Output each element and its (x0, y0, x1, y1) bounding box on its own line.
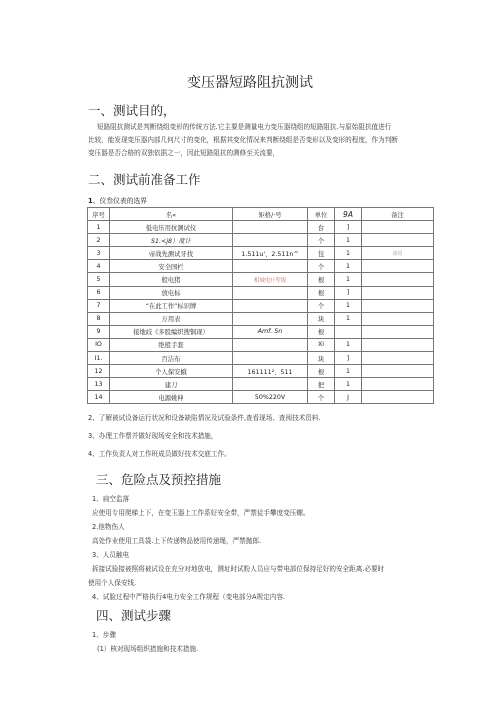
document-title: 变压器短路阻抗测试 (187, 75, 313, 91)
cell-note (362, 299, 434, 312)
section-3-line-5: 3、人员触电 (92, 551, 130, 559)
cell-unit: 根 (308, 273, 335, 286)
cell-name: 绝般手套 (110, 338, 233, 351)
cell-spec (233, 286, 308, 299)
cell-seq: 12 (88, 365, 110, 378)
section-3-line-3: 2.他物伤人 (92, 523, 125, 531)
cell-qty: ] (335, 286, 362, 299)
cell-note (362, 286, 434, 299)
section-3-line-1: 1、扁空监落 (92, 495, 130, 503)
cell-note (362, 378, 434, 391)
cell-unit: 把 (308, 378, 335, 391)
header-qty: 9A (335, 208, 362, 221)
cell-seq: 9 (88, 325, 110, 338)
cell-unit: 根 (308, 286, 335, 299)
section-3-line-8: 4、试脸过程中严格执行4电力安全工作规程（变电部分A规定内容. (92, 593, 286, 601)
cell-spec (233, 378, 308, 391)
cell-seq: 8 (88, 312, 110, 325)
cell-seq: 3 (88, 247, 110, 260)
cell-note (362, 312, 434, 325)
section-3-line-4: 高处作业使用工具袋.上下传递物品使用传递绳，严禁抛郎. (92, 537, 262, 545)
cell-unit: 台 (308, 221, 335, 234)
cell-unit: 个 (308, 234, 335, 247)
cell-name: 接地歧《多股编织搜铜现） (110, 325, 233, 338)
cell-unit: 块 (308, 352, 335, 365)
cell-seq: 2 (88, 234, 110, 247)
cell-unit: 根 (308, 325, 335, 338)
cell-qty: ] (335, 352, 362, 365)
table-row (88, 286, 434, 299)
header-unit: 单位 (308, 208, 335, 221)
cell-name: 帝战先测试牙找 (110, 247, 233, 260)
table-row (88, 325, 434, 338)
section-2-item-3: 3、办理工作票并做好现场安全和技术措施， (88, 432, 218, 440)
cell-note (362, 365, 434, 378)
cell-qty: 1 (335, 247, 362, 260)
section-3-line-2: 应使用专用爬梯上下，在变玉器上工作系好安全带，严禁徒手攀度变压螺。 (92, 509, 310, 517)
cell-unit: 包 (308, 247, 335, 260)
cell-unit: 个 (308, 391, 335, 404)
cell-unit: 个 (308, 299, 335, 312)
cell-unit: 块 (308, 312, 335, 325)
cell-seq: 4 (88, 260, 110, 273)
header-seq: 序号 (88, 208, 110, 221)
cell-note (362, 221, 434, 234)
cell-qty: 1 (335, 234, 362, 247)
cell-name: 建刀 (110, 378, 233, 391)
table-row (88, 312, 434, 325)
table-row (88, 234, 434, 247)
cell-note (362, 234, 434, 247)
cell-note (362, 325, 434, 338)
table-row (88, 260, 434, 273)
cell-unit: 根 (308, 365, 335, 378)
cell-qty: ] (335, 221, 362, 234)
cell-spec (233, 312, 308, 325)
table-row (88, 247, 434, 260)
cell-note (362, 391, 434, 404)
cell-qty: 1 (335, 312, 362, 325)
section-2-item-4: 4、工作负责人对工作班成员做好技术交底工作。 (88, 450, 231, 458)
cell-seq: 13 (88, 378, 110, 391)
cell-spec (233, 338, 308, 351)
cell-qty: 1 (335, 273, 362, 286)
cell-name: 安全国栏 (110, 260, 233, 273)
cell-name: 个人保安蛾 (110, 365, 233, 378)
table-row (88, 221, 434, 234)
cell-seq: IO (88, 338, 110, 351)
section-1-heading: 一、测试目的， (88, 103, 176, 118)
cell-note: 备用 (362, 247, 434, 260)
table-row (88, 299, 434, 312)
table-row (88, 378, 434, 391)
sub-1-text: 、仪叁仪表的选界 (92, 197, 148, 205)
sub-1-number: 1 (88, 197, 93, 205)
cell-spec: 1.511u'、2.511n^ (233, 247, 308, 260)
table-row (88, 365, 434, 378)
section-4-line-2: (1）核对现场组织措施和技术措施. (97, 645, 199, 653)
cell-spec (233, 299, 308, 312)
section-4-line-1: 1、步骤 (92, 631, 116, 639)
cell-unit: 个 (308, 260, 335, 273)
cell-spec: 相城电!!等级 (233, 273, 308, 286)
cell-spec: 50%220V (233, 391, 308, 404)
section-3-line-7: 使用个人保安线. (88, 579, 137, 587)
cell-note (362, 338, 434, 351)
cell-name: 般电猪 (110, 273, 233, 286)
table-header-row (88, 208, 434, 221)
cell-spec (233, 221, 308, 234)
cell-qty: 1 (335, 338, 362, 351)
cell-name: 万用表 (110, 312, 233, 325)
cell-note (362, 260, 434, 273)
cell-spec (233, 352, 308, 365)
cell-spec (233, 234, 308, 247)
table-row (88, 391, 434, 404)
cell-qty (335, 325, 362, 338)
cell-seq: 5 (88, 273, 110, 286)
cell-name: S1.<j8）度计 (110, 234, 233, 247)
table-row (88, 273, 434, 286)
cell-seq: 14 (88, 391, 110, 404)
cell-qty: 1 (335, 260, 362, 273)
section-4-heading: 四、测试步骤 (96, 608, 172, 623)
header-note: 备注 (362, 208, 434, 221)
table-row (88, 338, 434, 351)
cell-note (362, 273, 434, 286)
cell-seq: 1 (88, 221, 110, 234)
section-1-line-3: 变压器是否合格的双独依据之一，因此短路阻抗的测修至关流要， (88, 149, 280, 157)
section-2-heading: 二、测试前准备工作 (88, 172, 201, 187)
cell-name: 电源姚伸 (110, 391, 233, 404)
table-row (88, 352, 434, 365)
cell-seq: 6 (88, 286, 110, 299)
cell-seq: I1. (88, 352, 110, 365)
section-2-sub-1 (88, 195, 147, 205)
cell-name: 放电标 (110, 286, 233, 299)
cell-spec: Amf. 5n (233, 325, 308, 338)
cell-name: “在此工作”标识牌 (110, 299, 233, 312)
section-3-line-6: 拆接试验接被照将被试设在充分对地放电，测址时试粉人员应与带电部位保持足好的安全距离.必要时 (92, 565, 385, 573)
cell-name: 低电压用抗测试仪 (110, 221, 233, 234)
cell-qty: 1 (335, 365, 362, 378)
cell-spec: 161111²、511 (233, 365, 308, 378)
section-3-heading: 三、危险点及预控措施 (96, 472, 222, 487)
section-2-item-2: 2、了解被试设备运行状况和设备缺陷情况及试验条件,查看现场、查阅技术资料. (88, 414, 321, 422)
cell-seq: 7 (88, 299, 110, 312)
cell-note (362, 352, 434, 365)
cell-qty: J (335, 391, 362, 404)
cell-spec (233, 260, 308, 273)
section-1-line-1: 短路阻抗测试是判断绕组变形的传统方法.它主要是测量电力变压器绕组的短路阻抗.与原始阻抗值进行 (97, 123, 392, 131)
instrument-table (87, 207, 434, 404)
cell-unit: Xi (308, 338, 335, 351)
cell-qty: 1 (335, 378, 362, 391)
section-1-line-2: 比较，能发现变压器内部几何尺寸的变化，根据其变化情况来判断绕组是否变形以及变形的程度，作为判断 (88, 136, 398, 144)
header-name: 名« (110, 208, 233, 221)
cell-qty: 1 (335, 299, 362, 312)
header-spec: 矩格/·号 (233, 208, 308, 221)
cell-name: 百洁布 (110, 352, 233, 365)
